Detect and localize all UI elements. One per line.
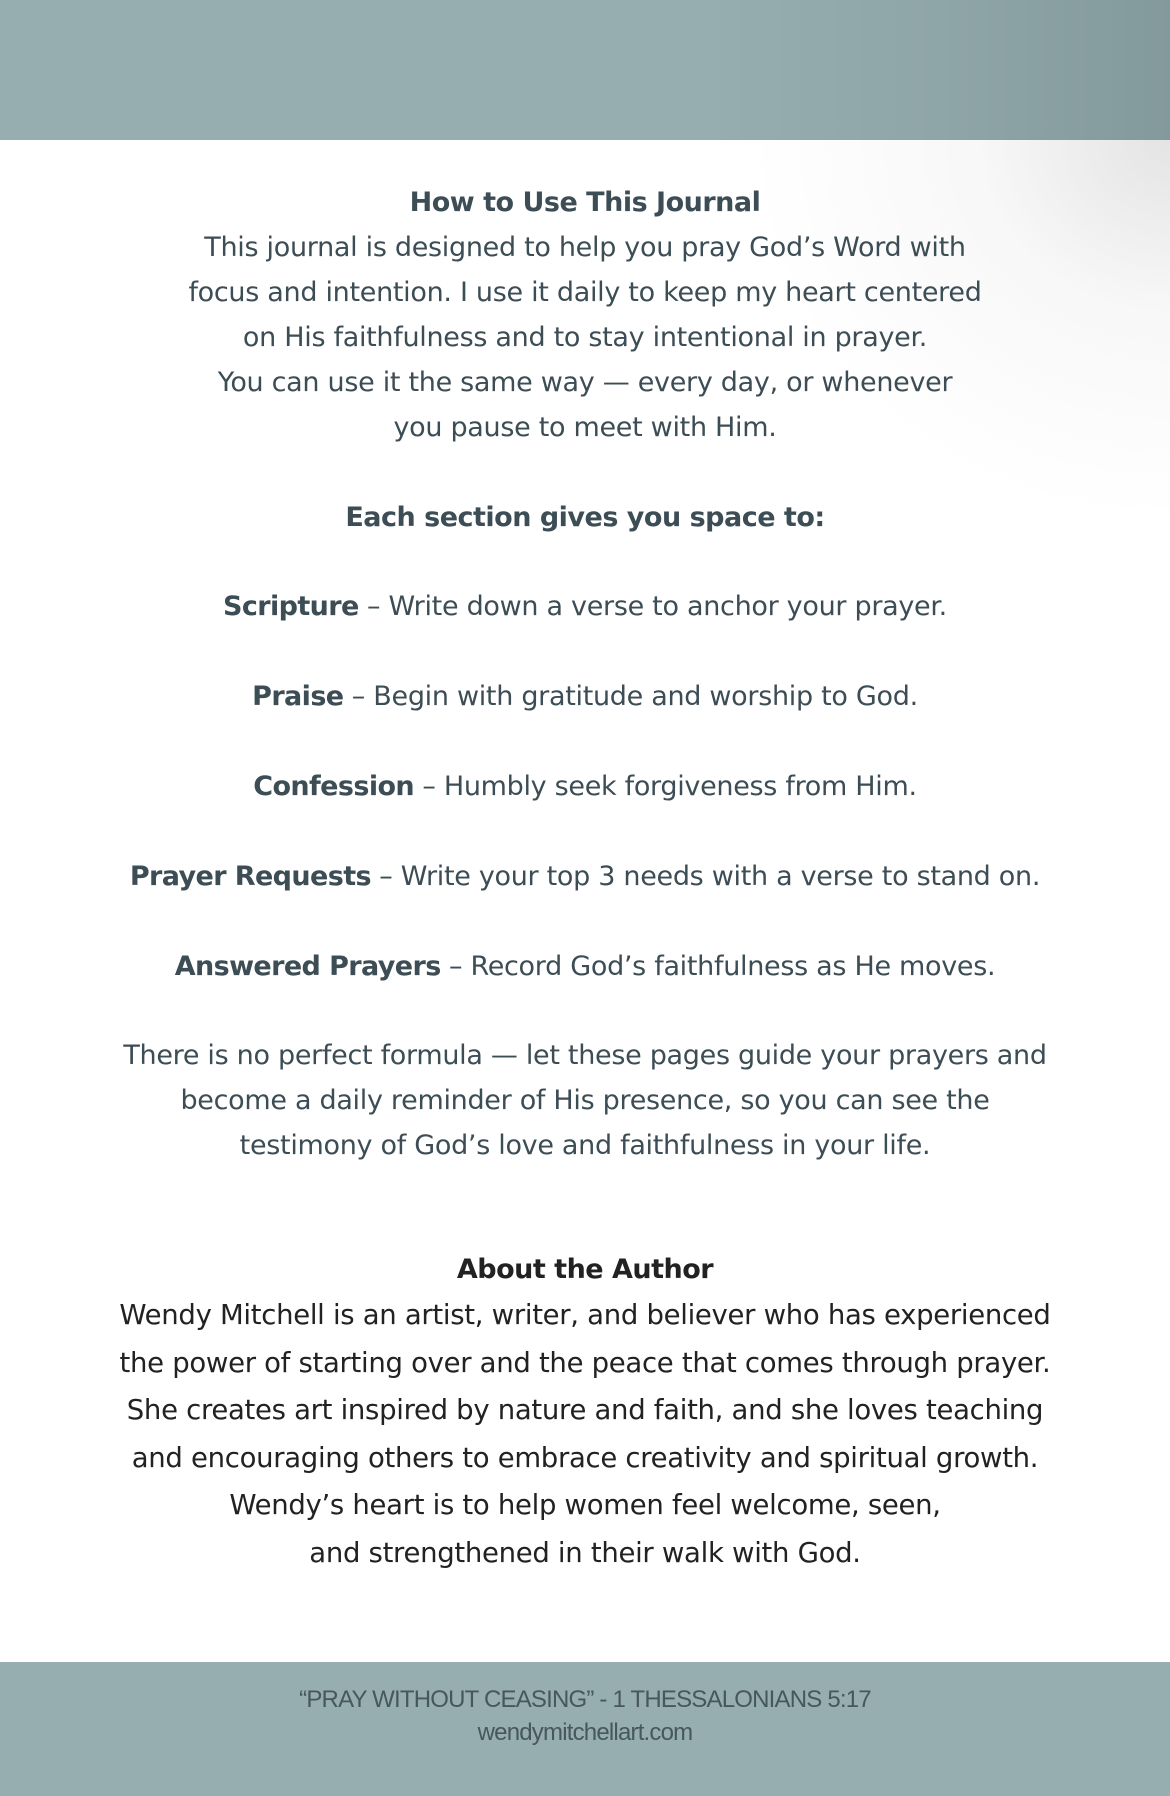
footer-website-link[interactable]: wendymitchellart.com: [477, 1719, 693, 1746]
section-item-description: Write your top 3 needs with a verse to stand on.: [400, 861, 1041, 892]
about-author-line: and encouraging others to embrace creativity and spiritual growth.: [131, 1442, 1039, 1474]
journal-intro-line: This journal is designed to help you pray God’s Word with: [204, 232, 966, 263]
about-author-title: About the Author: [456, 1254, 714, 1285]
page-body: [0, 140, 1170, 1662]
section-item-prayer-requests: [0, 863, 1170, 890]
closing-line: There is no perfect formula — let these pages guide your prayers and: [123, 1040, 1047, 1071]
about-author-line: She creates art inspired by nature and faith, and she loves teaching: [126, 1394, 1044, 1426]
about-author-line: Wendy’s heart is to help women feel welcome, seen,: [229, 1489, 941, 1521]
section-item-confession: [0, 773, 1170, 800]
header-band: [0, 0, 1170, 140]
section-item-term: Answered Prayers: [174, 951, 441, 982]
section-item-description: Begin with gratitude and worship to God.: [373, 681, 918, 712]
section-item-separator: –: [358, 591, 389, 622]
section-item-separator: –: [440, 951, 471, 982]
footer-band: [0, 1662, 1170, 1796]
section-item-scripture: [0, 593, 1170, 620]
section-item-separator: –: [343, 681, 374, 712]
section-item-answered-prayers: [0, 953, 1170, 980]
section-item-term: Prayer Requests: [129, 861, 371, 892]
section-item-term: Praise: [252, 681, 344, 712]
section-item-separator: –: [371, 861, 401, 892]
sections-heading: Each section gives you space to:: [345, 502, 825, 533]
section-item-separator: –: [414, 771, 444, 802]
journal-intro-line: focus and intention. I use it daily to keep my heart centered: [188, 277, 982, 308]
about-author-line: Wendy Mitchell is an artist, writer, and believer who has experienced: [119, 1299, 1051, 1331]
about-author-line: the power of starting over and the peace that comes through prayer.: [119, 1347, 1051, 1379]
closing-line: become a daily reminder of His presence, so you can see the: [180, 1085, 990, 1116]
journal-intro-title: How to Use This Journal: [409, 187, 761, 218]
section-item-term: Scripture: [223, 591, 359, 622]
section-item-praise: [0, 683, 1170, 710]
closing-line: testimony of God’s love and faithfulness in your life.: [239, 1130, 931, 1161]
journal-intro-line: on His faithfulness and to stay intentional in prayer.: [242, 322, 928, 353]
journal-intro-line: You can use it the same way — every day, or whenever: [217, 367, 953, 398]
journal-intro-line: you pause to meet with Him.: [393, 412, 777, 443]
section-item-description: Write down a verse to anchor your prayer.: [388, 591, 947, 622]
about-author-line: and strengthened in their walk with God.: [309, 1537, 861, 1569]
section-item-description: Humbly seek forgiveness from Him.: [443, 771, 917, 802]
section-item-term: Confession: [253, 771, 415, 802]
section-item-description: Record God’s faithfulness as He moves.: [470, 951, 996, 982]
footer-verse: “PRAY WITHOUT CEASING” - 1 THESSALONIANS 5:17: [299, 1686, 871, 1713]
